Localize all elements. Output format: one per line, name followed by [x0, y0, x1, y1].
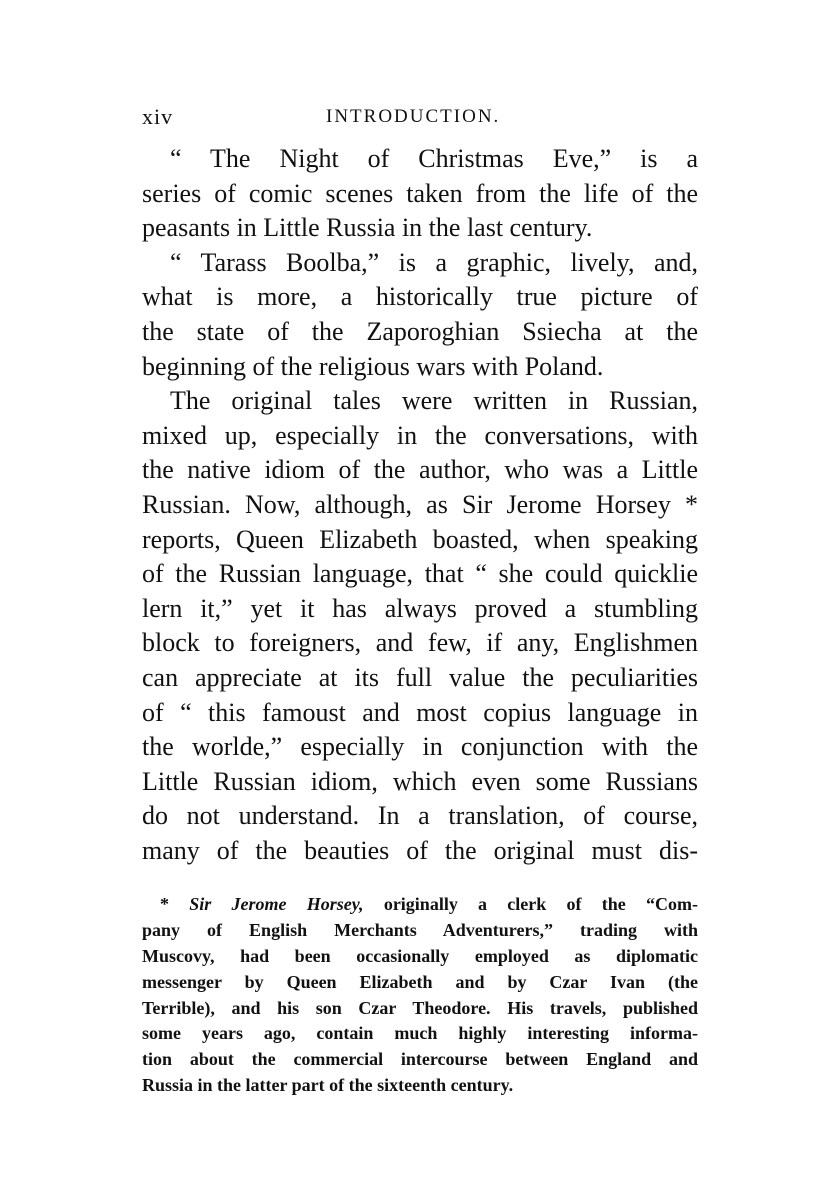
footnote-line: Russia in the latter part of the sixteenth century.	[142, 1075, 514, 1096]
running-title: INTRODUCTION.	[326, 106, 501, 127]
text-line: “ Tarass Boolba,” is a graphic, lively, and,	[170, 247, 698, 277]
footnote-text: originally a clerk of the “Com-	[383, 894, 698, 915]
text-line: peasants in Little Russia in the last century.	[142, 213, 593, 243]
footnote-line: Terrible), and his son Czar Theodore. His travels, published	[142, 997, 698, 1018]
text-line: block to foreigners, and few, if any, Englishmen	[142, 628, 698, 658]
page-number: xiv	[142, 104, 174, 129]
footnote	[142, 892, 698, 1098]
text-line: the state of the Zaporoghian Ssiecha at the	[142, 316, 698, 346]
footnote-line: messenger by Queen Elizabeth and by Czar Ivan (the	[142, 971, 698, 992]
text-line: do not understand. In a translation, of course,	[142, 801, 698, 831]
footnote-line: pany of English Merchants Adventurers,” trading with	[142, 920, 698, 941]
text-line: of “ this famoust and most copius language in	[142, 697, 698, 727]
text-line: the worlde,” especially in conjunction with the	[142, 732, 698, 762]
body-text	[142, 142, 698, 868]
text-line: the native idiom of the author, who was a Little	[142, 455, 698, 485]
footnote-line: Muscovy, had been occasionally employed as diplomatic	[142, 946, 698, 967]
footnote-first-line	[142, 892, 698, 918]
text-line: The original tales were written in Russian,	[170, 386, 698, 416]
text-line: series of comic scenes taken from the life of the	[142, 178, 698, 208]
footnote-line: some years ago, contain much highly interesting informa-	[142, 1023, 698, 1044]
text-line: of the Russian language, that “ she could quicklie	[142, 559, 698, 589]
text-line: reports, Queen Elizabeth boasted, when speaking	[142, 524, 698, 554]
text-line: Little Russian idiom, which even some Russians	[142, 766, 698, 796]
text-line: many of the beauties of the original must dis-	[142, 835, 698, 865]
text-line: Russian. Now, although, as Sir Jerome Horsey *	[142, 489, 698, 519]
text-line: lern it,” yet it has always proved a stumbling	[142, 593, 698, 623]
footnote-person-name: Sir Jerome Horsey,	[189, 894, 364, 915]
footnote-line: tion about the commercial intercourse between England and	[142, 1049, 698, 1070]
text-line: mixed up, especially in the conversations, with	[142, 420, 698, 450]
book-page	[142, 100, 698, 1099]
running-head	[142, 100, 698, 134]
text-line: beginning of the religious wars with Poland.	[142, 351, 604, 381]
footnote-marker: *	[160, 894, 169, 915]
text-line: “ The Night of Christmas Eve,” is a	[170, 144, 698, 173]
text-line: can appreciate at its full value the peculiarities	[142, 662, 698, 692]
text-line: what is more, a historically true picture of	[142, 282, 698, 312]
